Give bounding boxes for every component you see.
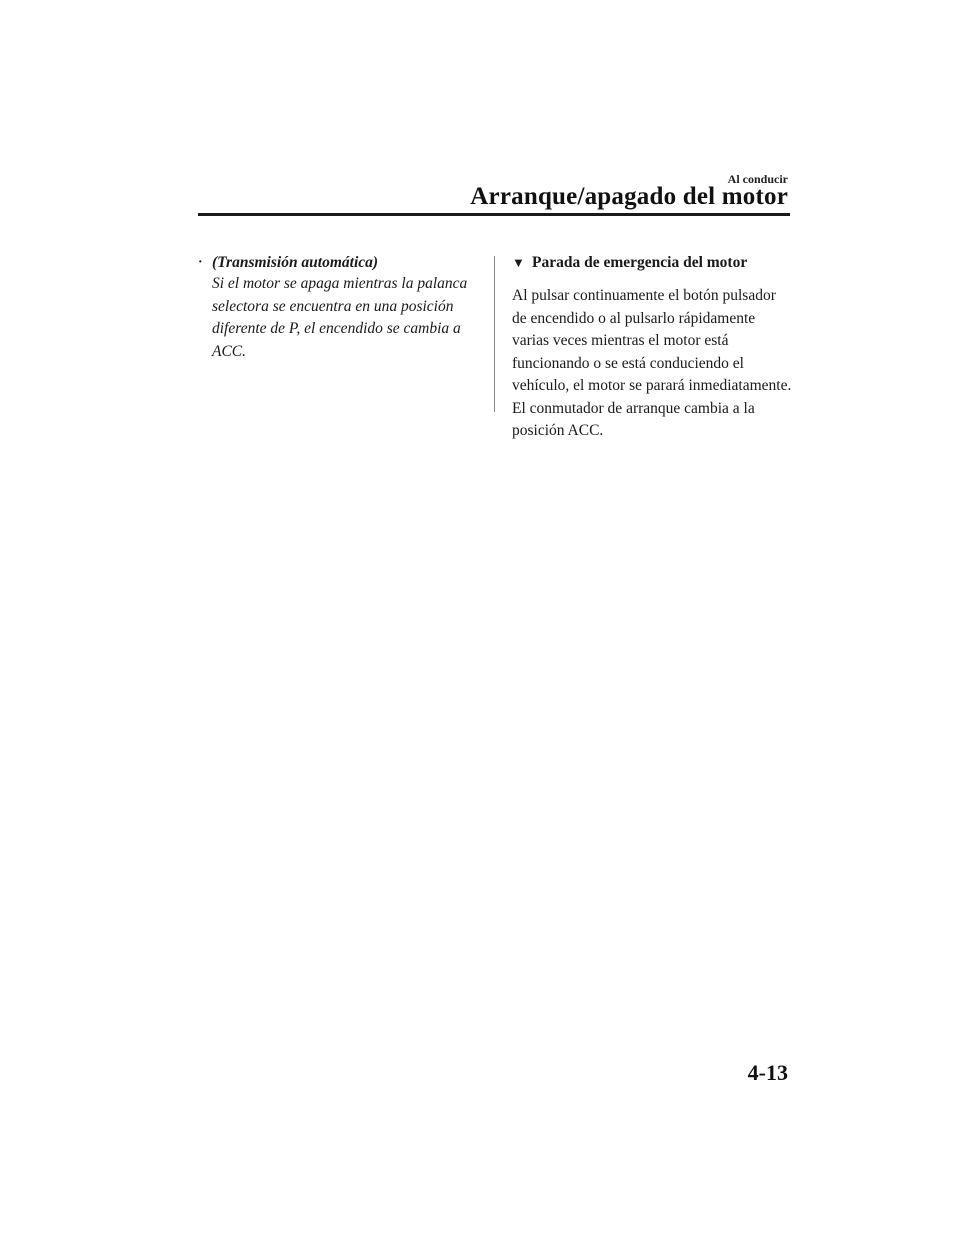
header-rule bbox=[198, 213, 790, 216]
right-column bbox=[512, 252, 792, 443]
sub-heading-text: Parada de emergencia del motor bbox=[532, 254, 748, 271]
page-number: 4-13 bbox=[747, 1060, 788, 1085]
bullet-heading: (Transmisión automática) bbox=[212, 254, 379, 271]
sub-heading bbox=[512, 252, 792, 273]
column-divider bbox=[494, 256, 495, 412]
section-title: Arranque/apagado del motor bbox=[470, 183, 788, 210]
left-column bbox=[198, 252, 480, 363]
body-paragraph: Al pulsar continuamente el botón pulsador de encendido o al pulsarlo rápidamente varias veces mientras el motor está funcionando o se está conduciendo el vehículo, el motor se parará inmediatamente. El conmutador de arranque cambia a la posición ACC. bbox=[512, 287, 792, 439]
bullet-text: Si el motor se apaga mientras la palanca selectora se encuentra en una posición diferente de P, el encendido se cambia a ACC. bbox=[212, 275, 468, 360]
chapter-label: Al conducir bbox=[727, 172, 788, 186]
bullet-dot-icon: · bbox=[198, 255, 203, 270]
triangle-down-icon: ▼ bbox=[512, 255, 525, 270]
bullet-item bbox=[198, 252, 480, 363]
bullet-body bbox=[212, 252, 480, 363]
